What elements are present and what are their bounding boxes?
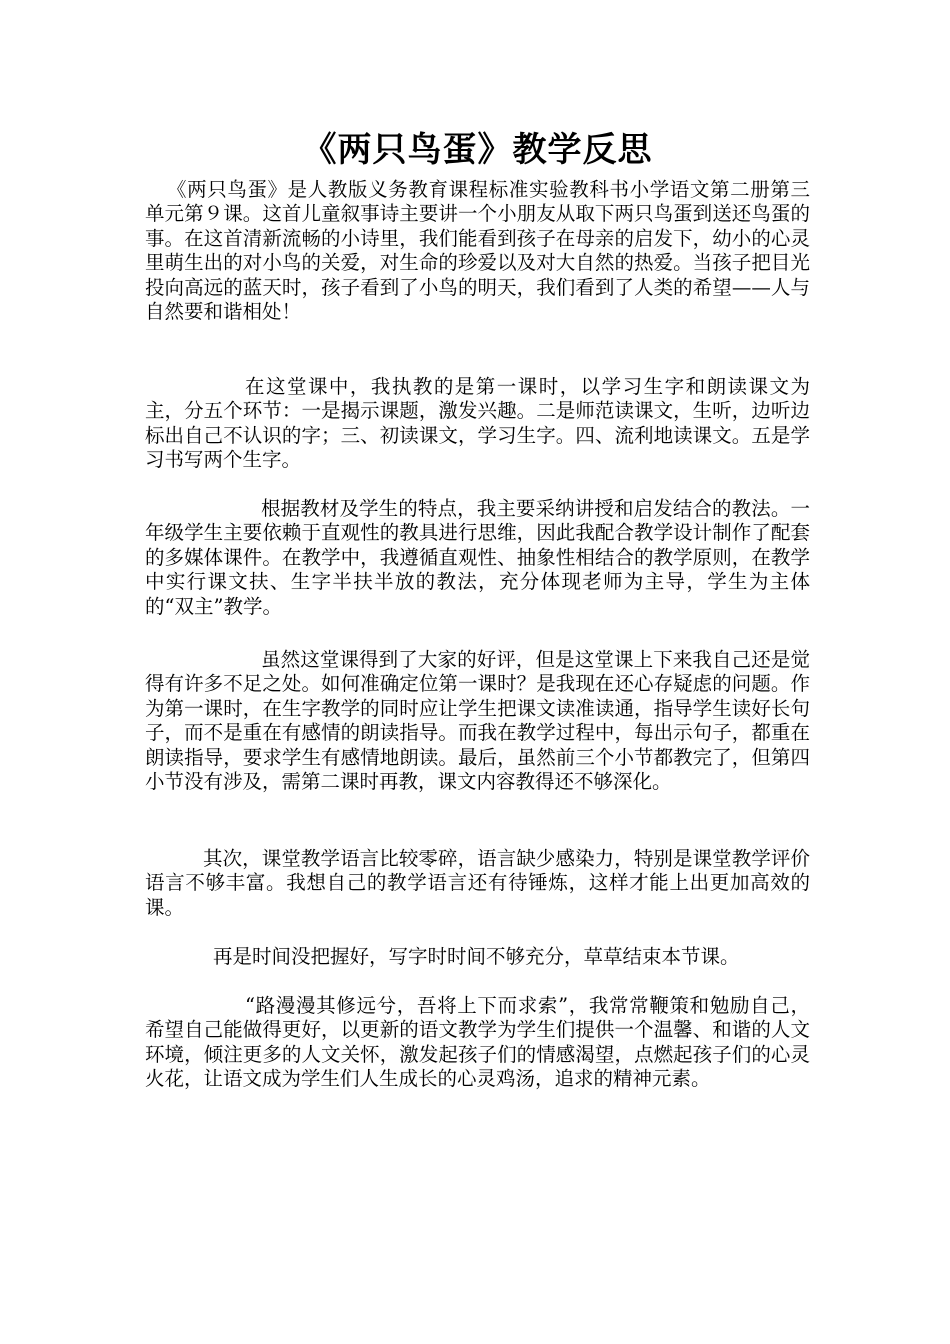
paragraph-introduction: 《两只鸟蛋》是人教版义务教育课程标准实验教科书小学语文第二册第三单元第９课。这首儿童叙事诗主要讲一个小朋友从取下两只鸟蛋到送还鸟蛋的事。在这首清新流畅的小诗里，我们能看到孩子在母亲的启发下，幼小的心灵里萌生出的对小鸟的关爱，对生命的珍爱以及对大自然的热爱。当孩子把目光投向高远的蓝天时，孩子看到了小鸟的明天，我们看到了人类的希望——人与自然要和谐相处！ <box>145 178 810 324</box>
paragraph-teaching-method: 根据教材及学生的特点，我主要采纳讲授和启发结合的教法。一年级学生主要依赖于直观性的教具进行思维，因此我配合教学设计制作了配套的多媒体课件。在教学中，我遵循直观性、抽象性相结合的教学原则，在教学中实行课文扶、生字半扶半放的教法，充分体现老师为主导，学生为主体的“双主”教学。 <box>145 497 810 618</box>
paragraph-teaching-language: 其次，课堂教学语言比较零碎，语言缺少感染力，特别是课堂教学评价语言不够丰富。我想自己的教学语言还有待锤炼，这样才能上出更加高效的课。 <box>145 847 810 919</box>
paragraph-conclusion: “路漫漫其修远兮，吾将上下而求索”，我常常鞭策和勉励自己，希望自己能做得更好，以更新的语文教学为学生们提供一个温馨、和谐的人文环境，倾注更多的人文关怀，激发起孩子们的情感渴望，点燃起孩子们的心灵火花，让语文成为学生们人生成长的心灵鸡汤，追求的精神元素。 <box>145 994 810 1091</box>
document-title: 《两只鸟蛋》教学反思 <box>302 130 653 170</box>
paragraph-lesson-structure: 在这堂课中，我执教的是第一课时，以学习生字和朗读课文为主，分五个环节：一是揭示课题，激发兴趣。二是师范读课文，生听，边听边标出自己不认识的字；三、初读课文，学习生字。四、流利地读课文。五是学习书写两个生字。 <box>145 375 810 472</box>
paragraph-shortcomings: 虽然这堂课得到了大家的好评，但是这堂课上下来我自己还是觉得有许多不足之处。如何准确定位第一课时？是我现在还心存疑虑的问题。作为第一课时，在生字教学的同时应让学生把课文读准读通，指导学生读好长句子，而不是重在有感情的朗读指导。而我在教学过程中，每出示句子，都重在朗读指导，要求学生有感情地朗读。最后，虽然前三个小节都教完了，但第四小节没有涉及，需第二课时再教，课文内容教得还不够深化。 <box>145 648 810 794</box>
paragraph-time-management: 再是时间没把握好，写字时时间不够充分，草草结束本节课。 <box>213 945 740 968</box>
